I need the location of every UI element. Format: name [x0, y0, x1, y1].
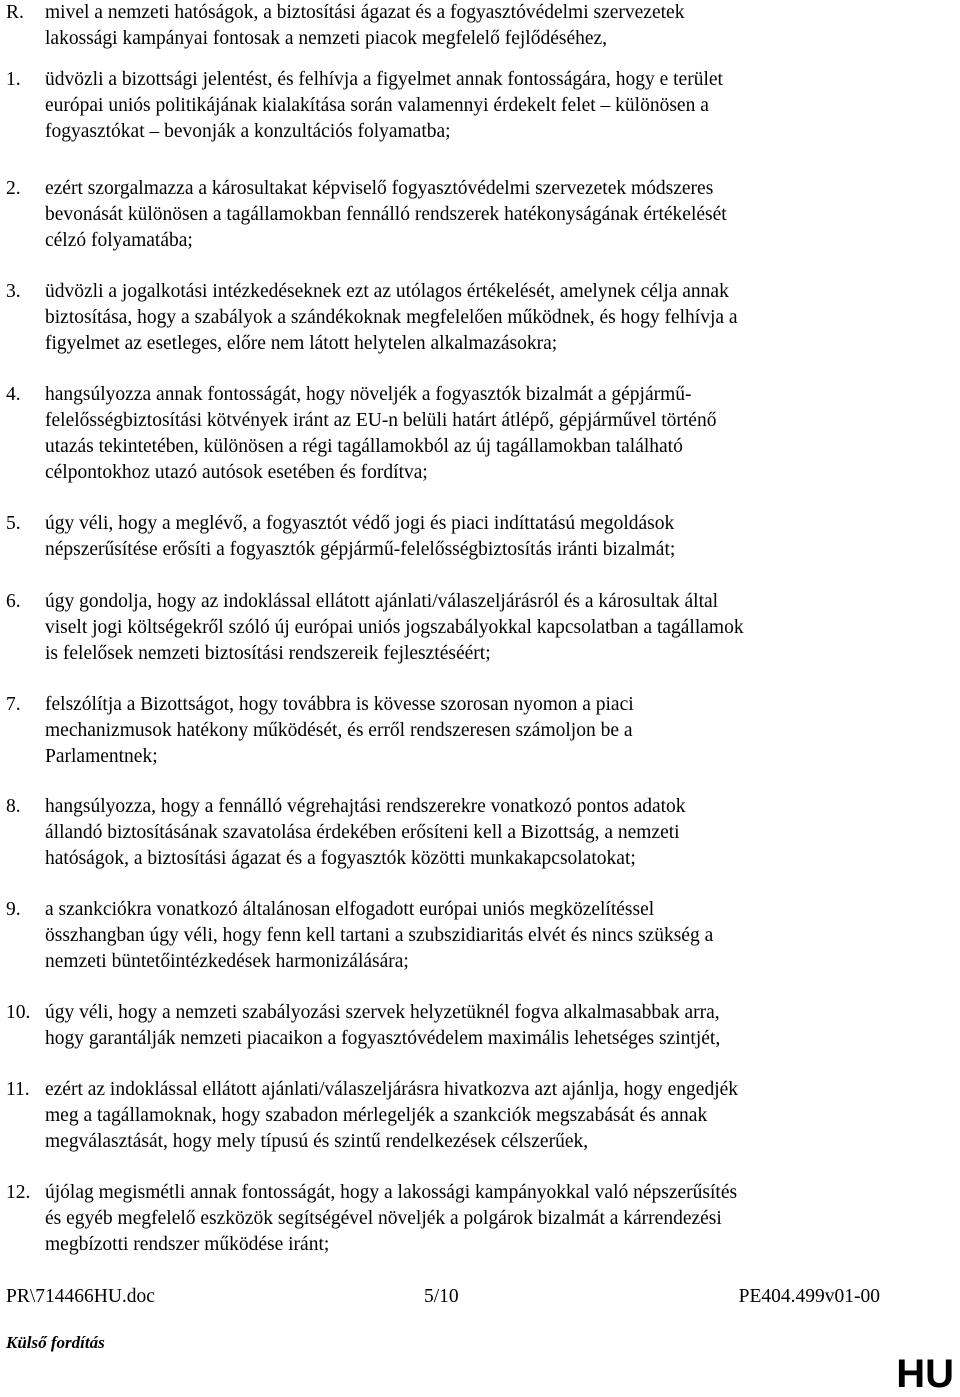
- page-number: 5/10: [424, 1286, 459, 1307]
- paragraph-number: 7.: [6, 694, 21, 715]
- paragraph-text: [45, 1180, 900, 1258]
- paragraph-number: R.: [6, 2, 24, 23]
- paragraph-number: 4.: [6, 384, 21, 405]
- paragraph-number: 1.: [6, 69, 21, 90]
- text-line: megbízotti rendszer működése iránt;: [45, 1234, 330, 1255]
- paragraph-text: [45, 382, 900, 486]
- text-line: mivel a nemzeti hatóságok, a biztosítási ágazat és a fogyasztóvédelmi szervezetek: [45, 2, 685, 23]
- text-line: célpontokhoz utazó autósok esetében és fordítva;: [45, 462, 428, 483]
- text-line: összhangban úgy véli, hogy fenn kell tartani a szubszidiaritás elvét és nincs szükség a: [45, 925, 714, 946]
- paragraph-number: 6.: [6, 591, 21, 612]
- paragraph-text: [45, 279, 900, 357]
- text-line: mechanizmusok hatékony működését, és erről rendszeresen számoljon be a: [45, 720, 633, 741]
- paragraph-item: [0, 176, 900, 254]
- text-line: meg a tagállamoknak, hogy szabadon mérlegeljék a szankciók megszabását és annak: [45, 1105, 708, 1126]
- paragraph-item: [0, 0, 900, 52]
- text-line: biztosítása, hogy a szabályok a szándékoknak megfelelően működnek, és hogy felhívja a: [45, 307, 738, 328]
- text-line: utazás tekintetében, különösen a régi tagállamokból az új tagállamokban található: [45, 436, 683, 457]
- text-line: figyelmet az esetleges, előre nem látott helytelen alkalmazásokra;: [45, 333, 558, 354]
- paragraph-item: [0, 589, 900, 667]
- text-line: hangsúlyozza, hogy a fennálló végrehajtási rendszerekre vonatkozó pontos adatok: [45, 796, 686, 817]
- paragraph-item: [0, 1077, 900, 1155]
- paragraph-text: [45, 511, 900, 563]
- text-line: lakossági kampányai fontosak a nemzeti piacok megfelelő fejlődéséhez,: [45, 28, 608, 49]
- paragraph-number: 12.: [6, 1182, 31, 1203]
- paragraph-item: [0, 1000, 900, 1052]
- paragraph-number: 5.: [6, 513, 21, 534]
- paragraph-item: [0, 279, 900, 357]
- paragraph-number: 2.: [6, 178, 21, 199]
- text-line: ezért szorgalmazza a károsultakat képviselő fogyasztóvédelmi szervezetek módszeres: [45, 178, 714, 199]
- paragraph-number: 3.: [6, 281, 21, 302]
- text-line: állandó biztosításának szavatolása érdekében erősíteni kell a Bizottság, a nemzeti: [45, 822, 680, 843]
- text-line: európai uniós politikájának kialakítása során valamennyi érdekelt felet – különösen a: [45, 95, 709, 116]
- text-line: hogy garantálják nemzeti piacaikon a fogyasztóvédelem maximális lehetséges szintjét,: [45, 1028, 721, 1049]
- text-line: és egyéb megfelelő eszközök segítségével növeljék a polgárok bizalmát a kárrendezési: [45, 1208, 722, 1229]
- paragraph-item: [0, 1180, 900, 1258]
- page-footer: [6, 1284, 880, 1310]
- text-line: bevonását különösen a tagállamokban fennálló rendszerek hatékonyságának értékelését: [45, 204, 727, 225]
- paragraph-item: [0, 692, 900, 770]
- text-line: újólag megismétli annak fontosságát, hogy a lakossági kampányokkal való népszerűsítés: [45, 1182, 738, 1203]
- pe-reference: PE404.499v01-00: [738, 1286, 880, 1307]
- text-line: népszerűsítése erősíti a fogyasztók gépjármű-felelősségbiztosítás iránti bizalmát;: [45, 539, 676, 560]
- text-line: úgy gondolja, hogy az indoklással ellátott ajánlati/válaszeljárásról és a károsultak által: [45, 591, 719, 612]
- text-line: Parlamentnek;: [45, 746, 158, 767]
- translation-note: Külső fordítás: [6, 1333, 105, 1352]
- paragraph-item: [0, 794, 900, 872]
- text-line: célzó folyamatába;: [45, 230, 193, 251]
- paragraph-text: [45, 794, 900, 872]
- text-line: fogyasztókat – bevonják a konzultációs folyamatba;: [45, 121, 451, 142]
- paragraph-item: [0, 897, 900, 975]
- paragraph-text: [45, 589, 900, 667]
- paragraph-text: [45, 176, 900, 254]
- paragraph-item: [0, 382, 900, 486]
- text-line: úgy véli, hogy a meglévő, a fogyasztót védő jogi és piaci indíttatású megoldások: [45, 513, 675, 534]
- paragraph-text: [45, 1000, 900, 1052]
- text-line: viselt jogi költségekről szóló új európai uniós jogszabályokkal kapcsolatban a tagállamok: [45, 617, 744, 638]
- text-line: is felelősek nemzeti biztosítási rendszereik fejlesztéséért;: [45, 643, 491, 664]
- paragraph-text: [45, 692, 900, 770]
- paragraph-item: [0, 67, 900, 145]
- paragraph-number: 10.: [6, 1002, 31, 1023]
- text-line: nemzeti büntetőintézkedések harmonizálására;: [45, 951, 409, 972]
- text-line: hatóságok, a biztosítási ágazat és a fogyasztók közötti munkakapcsolatokat;: [45, 848, 636, 869]
- paragraph-number: 9.: [6, 899, 21, 920]
- paragraph-text: [45, 67, 900, 145]
- language-code: HU: [896, 1352, 954, 1396]
- paragraph-number: 11.: [6, 1079, 30, 1100]
- paragraph-item: [0, 511, 900, 563]
- doc-reference: PR\714466HU.doc: [6, 1286, 155, 1307]
- paragraph-text: [45, 1077, 900, 1155]
- text-line: úgy véli, hogy a nemzeti szabályozási szervek helyzetüknél fogva alkalmasabbak arra,: [45, 1002, 720, 1023]
- text-line: hangsúlyozza annak fontosságát, hogy növeljék a fogyasztók bizalmát a gépjármű-: [45, 384, 692, 405]
- text-line: megválasztását, hogy mely típusú és szintű rendelkezések célszerűek,: [45, 1131, 589, 1152]
- text-line: üdvözli a jogalkotási intézkedéseknek ezt az utólagos értékelését, amelynek célja annak: [45, 281, 729, 302]
- text-line: felszólítja a Bizottságot, hogy továbbra is kövesse szorosan nyomon a piaci: [45, 694, 634, 715]
- text-line: üdvözli a bizottsági jelentést, és felhívja a figyelmet annak fontosságára, hogy e terület: [45, 69, 723, 90]
- paragraph-number: 8.: [6, 796, 21, 817]
- text-line: a szankciókra vonatkozó általánosan elfogadott európai uniós megközelítéssel: [45, 899, 655, 920]
- text-line: felelősségbiztosítási kötvények iránt az EU-n belüli határt átlépő, gépjárművel történő: [45, 410, 717, 431]
- text-line: ezért az indoklással ellátott ajánlati/válaszeljárásra hivatkozva azt ajánlja, hogy engedjék: [45, 1079, 739, 1100]
- paragraph-text: [45, 0, 900, 52]
- paragraph-text: [45, 897, 900, 975]
